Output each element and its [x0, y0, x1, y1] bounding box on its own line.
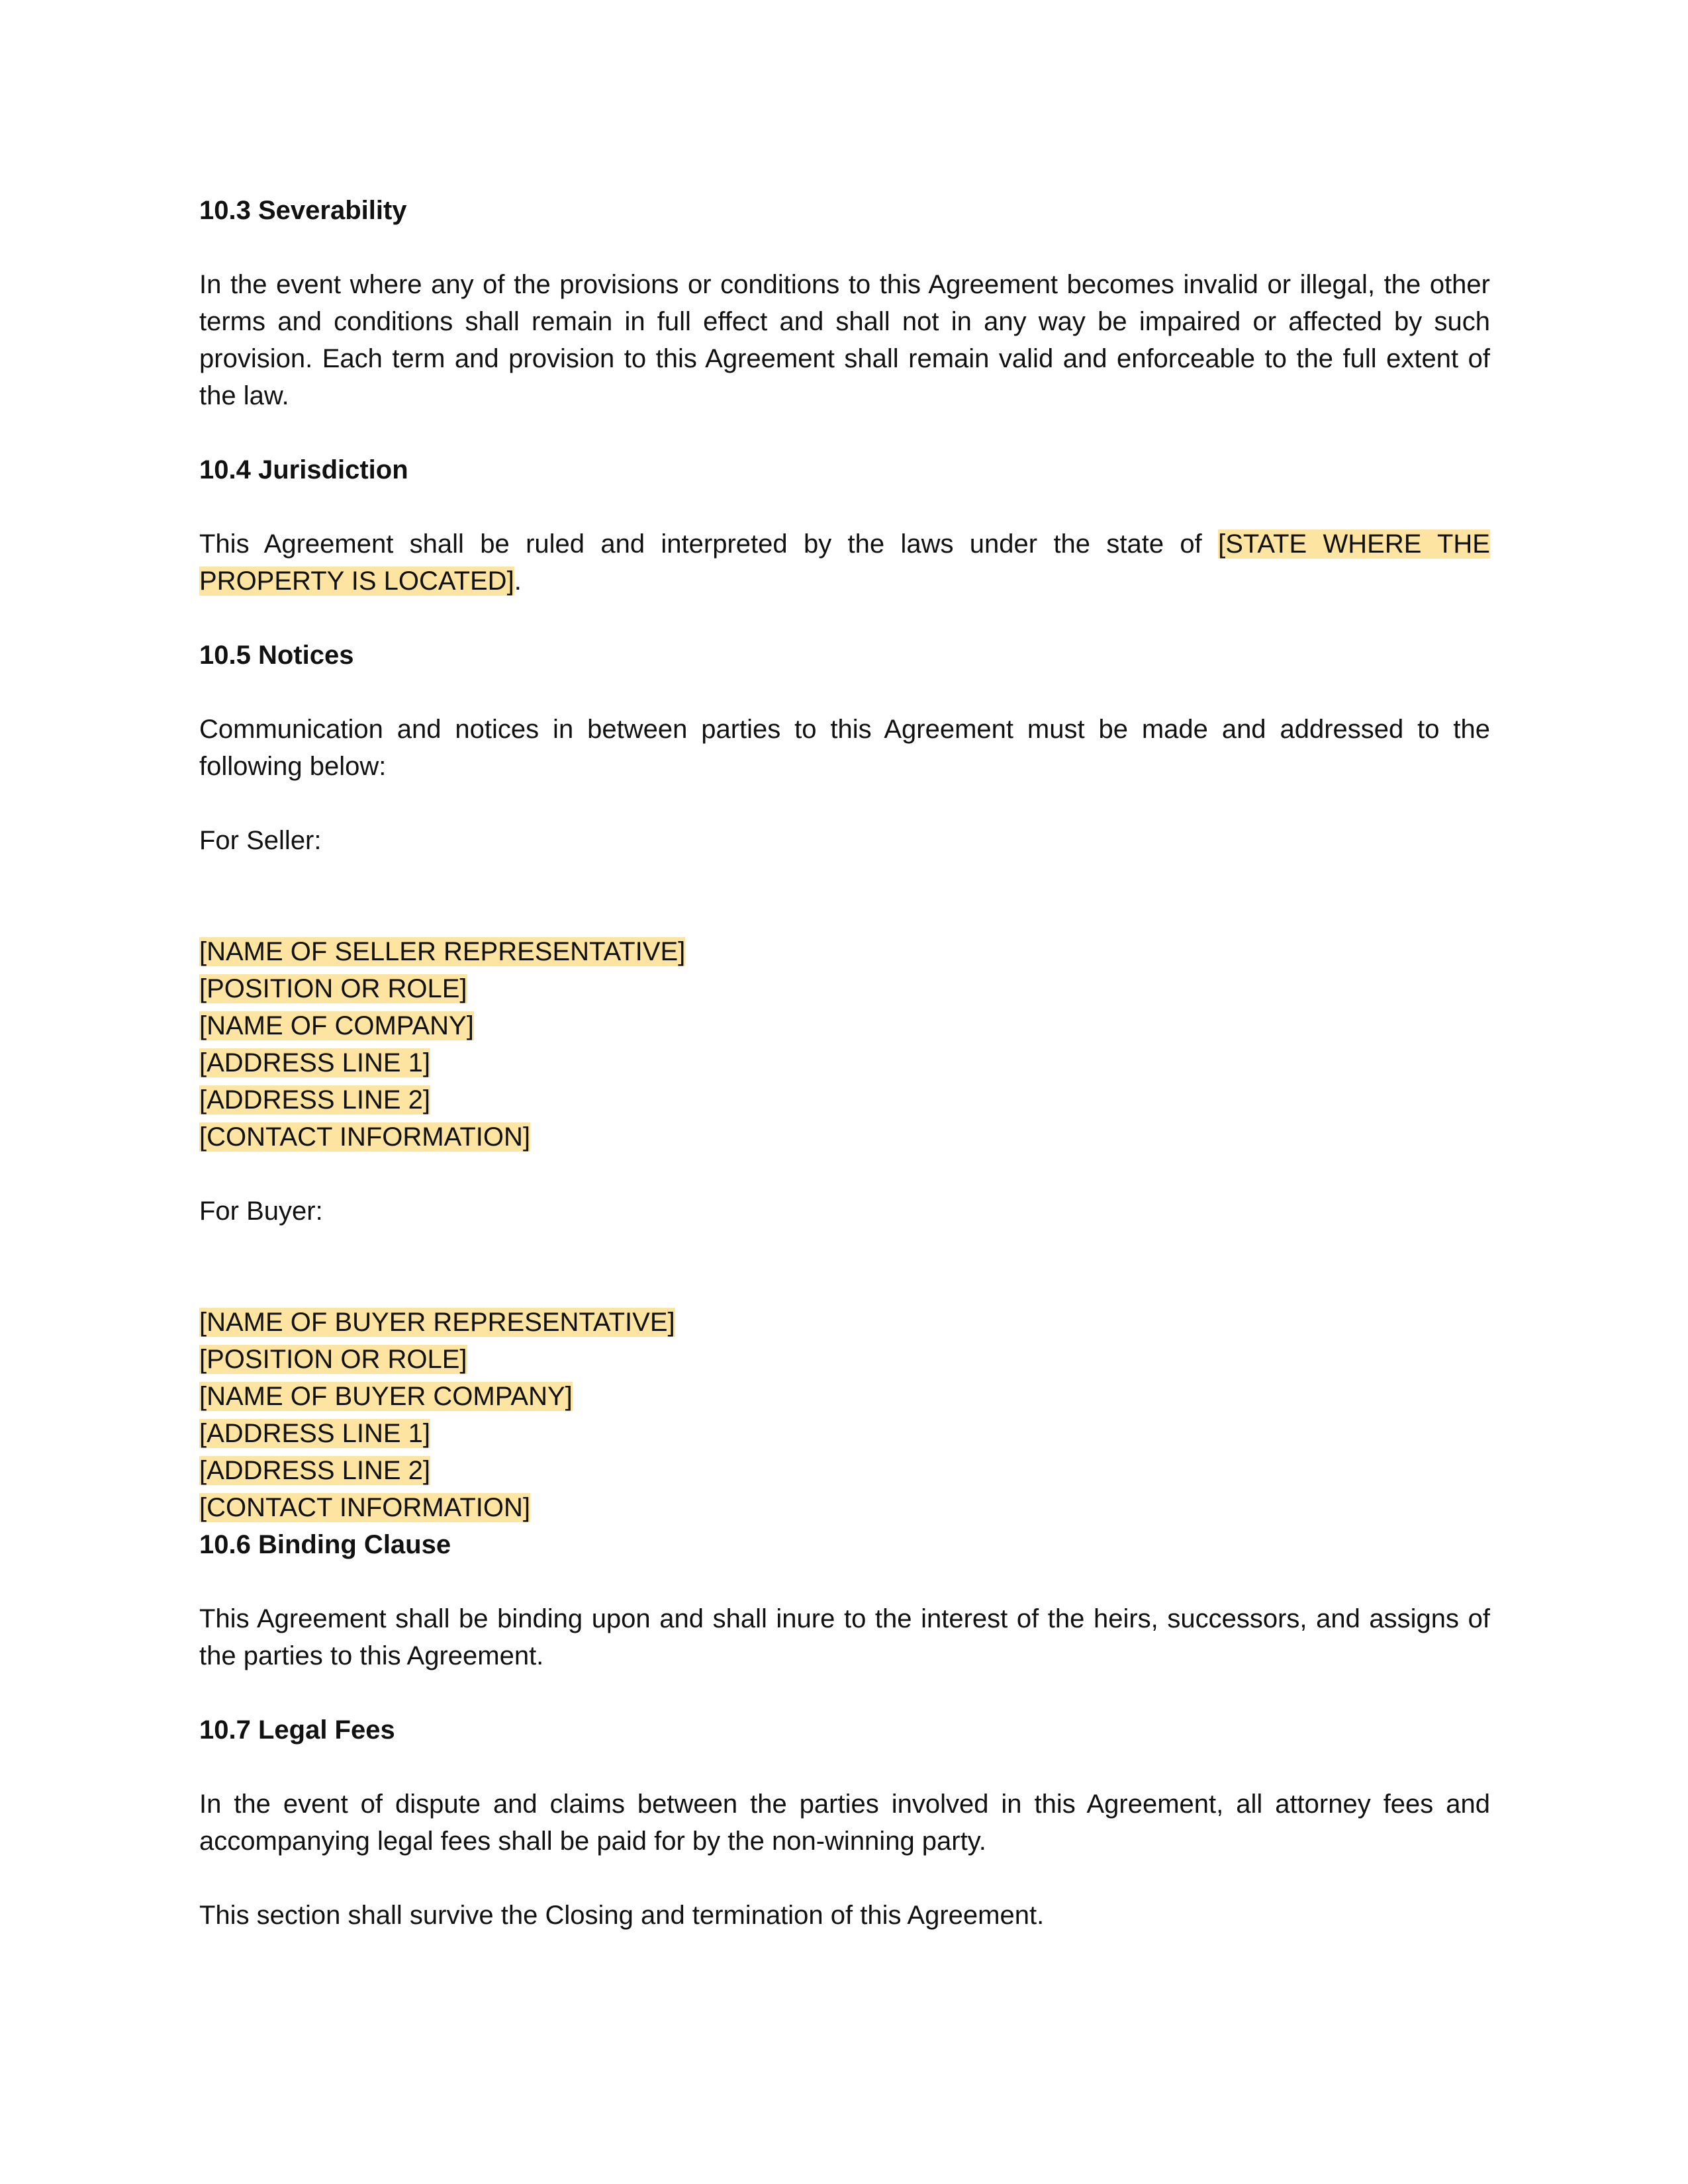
spacer [199, 488, 1490, 525]
seller-placeholder: [NAME OF COMPANY] [199, 1011, 474, 1040]
section-heading-notices: 10.5 Notices [199, 641, 354, 670]
buyer-placeholder: [NAME OF BUYER REPRESENTATIVE] [199, 1308, 675, 1337]
seller-line [199, 970, 1490, 1007]
buyer-placeholder: [NAME OF BUYER COMPANY] [199, 1382, 573, 1411]
buyer-line [199, 1341, 1490, 1378]
section-heading-severability: 10.3 Severability [199, 196, 407, 225]
notices-paragraph: Communication and notices in between parties to this Agreement must be made and addressed to the following below: [199, 715, 1490, 781]
spacer [199, 1674, 1490, 1711]
seller-placeholder: [NAME OF SELLER REPRESENTATIVE] [199, 937, 686, 966]
seller-line [199, 933, 1490, 970]
spacer [199, 896, 1490, 933]
seller-line [199, 1081, 1490, 1118]
buyer-line [199, 1415, 1490, 1452]
spacer [199, 859, 1490, 896]
spacer [199, 229, 1490, 266]
jurisdiction-period: . [514, 567, 522, 596]
seller-placeholder: [POSITION OR ROLE] [199, 974, 467, 1003]
buyer-line [199, 1489, 1490, 1526]
seller-address-block [199, 933, 1490, 1156]
buyer-line [199, 1304, 1490, 1341]
legal-fees-paragraph: In the event of dispute and claims between the parties involved in this Agreement, all attorney fees and accompanying legal fees shall be paid for by the non-winning party. [199, 1790, 1490, 1856]
seller-line [199, 1007, 1490, 1044]
spacer [199, 1156, 1490, 1193]
buyer-line [199, 1378, 1490, 1415]
section-heading-jurisdiction: 10.4 Jurisdiction [199, 455, 408, 484]
section-heading-legal-fees: 10.7 Legal Fees [199, 1715, 395, 1745]
seller-line [199, 1044, 1490, 1081]
buyer-placeholder: [CONTACT INFORMATION] [199, 1493, 530, 1522]
seller-label: For Seller: [199, 826, 322, 855]
spacer [199, 1749, 1490, 1786]
seller-placeholder: [ADDRESS LINE 2] [199, 1085, 431, 1115]
spacer [199, 600, 1490, 637]
binding-paragraph: This Agreement shall be binding upon and shall inure to the interest of the heirs, successors, and assigns of the parties to this Agreement. [199, 1604, 1490, 1670]
buyer-placeholder: [ADDRESS LINE 2] [199, 1456, 431, 1485]
buyer-label: For Buyer: [199, 1197, 323, 1226]
spacer [199, 1860, 1490, 1897]
buyer-address-block [199, 1304, 1490, 1526]
buyer-line [199, 1452, 1490, 1489]
jurisdiction-paragraph [199, 525, 1490, 600]
severability-paragraph: In the event where any of the provisions or conditions to this Agreement becomes invalid or illegal, the other terms and conditions shall remain in full effect and shall not in any way be impaired or affected by such provision. Each term and provision to this Agreement shall remain valid and enforceable to the full extent of the law. [199, 270, 1490, 410]
document-page [199, 192, 1490, 1934]
buyer-placeholder: [ADDRESS LINE 1] [199, 1419, 431, 1448]
spacer [199, 785, 1490, 822]
spacer [199, 1563, 1490, 1600]
spacer [199, 674, 1490, 711]
spacer [199, 1230, 1490, 1267]
seller-line [199, 1118, 1490, 1156]
state-placeholder: [STATE WHERE THE PROPERTY IS LOCATED] [199, 529, 1490, 596]
seller-placeholder: [CONTACT INFORMATION] [199, 1122, 530, 1152]
survival-paragraph: This section shall survive the Closing and termination of this Agreement. [199, 1901, 1045, 1930]
section-heading-binding: 10.6 Binding Clause [199, 1530, 451, 1559]
spacer [199, 414, 1490, 451]
buyer-placeholder: [POSITION OR ROLE] [199, 1345, 467, 1374]
jurisdiction-text: This Agreement shall be ruled and interpreted by the laws under the state of [199, 529, 1219, 559]
seller-placeholder: [ADDRESS LINE 1] [199, 1048, 431, 1077]
spacer [199, 1267, 1490, 1304]
